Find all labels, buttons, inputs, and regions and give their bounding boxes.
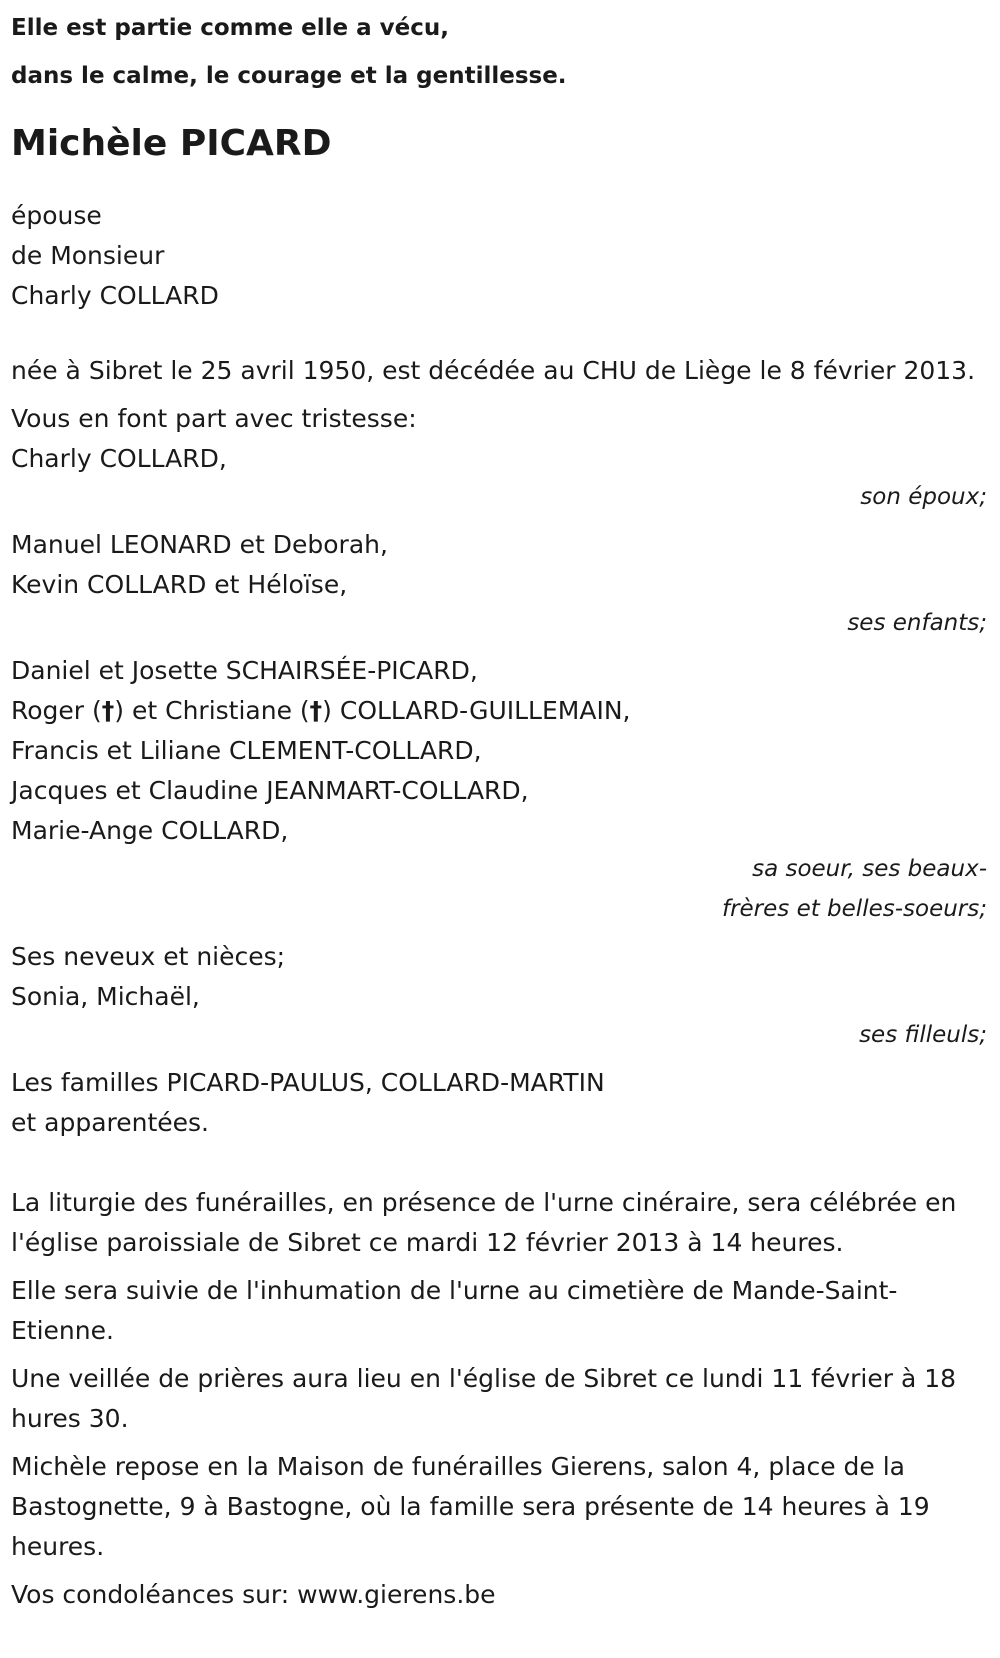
family-nephews: Ses neveux et nièces;: [11, 942, 286, 971]
ceremony-rest: Michèle repose en la Maison de funérailles Gierens, salon 4, place de la Bastognette, 9 à Bastogne, où la famille sera présente de 14 heures à 19 heures.: [11, 1452, 930, 1561]
family-spouse-relation: son époux;: [860, 484, 987, 510]
family-sibling-1: Daniel et Josette SCHAIRSÉE-PICARD,: [11, 656, 478, 685]
sibling-2-part-2: ) et Christiane (: [114, 696, 310, 725]
family-families-group: [11, 1063, 989, 1143]
family-children-relation: ses enfants;: [847, 610, 987, 636]
family-child-2: Kevin COLLARD et Héloïse,: [11, 570, 348, 599]
family-siblings-group: [11, 651, 989, 929]
spouse-block: [11, 196, 989, 316]
family-sibling-2: [11, 691, 989, 731]
ceremony-condolences: Vos condoléances sur: www.gierens.be: [11, 1580, 496, 1609]
family-godchildren: Sonia, Michaël,: [11, 982, 200, 1011]
cross-icon: †: [101, 696, 115, 725]
family-nephews-group: [11, 937, 989, 1055]
spouse-line-2: de Monsieur: [11, 241, 165, 270]
family-children-group: [11, 525, 989, 643]
ceremony-liturgy: La liturgie des funérailles, en présence de l'urne cinéraire, sera célébrée en l'église paroissiale de Sibret ce mardi 12 février 2013 à 14 heures.: [11, 1188, 957, 1257]
birth-death-text: née à Sibret le 25 avril 1950, est décédée au CHU de Liège le 8 février 2013.: [11, 356, 976, 385]
epigraph-line-1: Elle est partie comme elle a vécu,: [11, 15, 449, 41]
spouse-line-1: épouse: [11, 201, 102, 230]
epigraph-line-2: dans le calme, le courage et la gentillesse.: [11, 63, 567, 89]
family-godchildren-relation: ses filleuls;: [859, 1022, 987, 1048]
deceased-name: Michèle PICARD: [11, 123, 332, 164]
family-siblings-relation: sa soeur, ses beaux-frères et belles-soeurs;: [721, 856, 987, 922]
family-sibling-3: Francis et Liliane CLEMENT-COLLARD,: [11, 736, 482, 765]
family-child-1: Manuel LEONARD et Deborah,: [11, 530, 388, 559]
ceremony-burial: Elle sera suivie de l'inhumation de l'urne au cimetière de Mande-Saint-Etienne.: [11, 1276, 898, 1345]
announce-intro: Vous en font part avec tristesse:: [11, 404, 417, 433]
sibling-2-part-1: Roger (: [11, 696, 102, 725]
ceremony-vigil: Une veillée de prières aura lieu en l'église de Sibret ce lundi 11 février à 18 hures 30.: [11, 1364, 957, 1433]
family-spouse-name: Charly COLLARD,: [11, 444, 227, 473]
family-spouse-group: [11, 439, 989, 517]
spouse-line-3: Charly COLLARD: [11, 281, 219, 310]
family-sibling-4: Jacques et Claudine JEANMART-COLLARD,: [11, 776, 529, 805]
family-families-line-2: et apparentées.: [11, 1108, 209, 1137]
cross-icon: †: [309, 696, 323, 725]
epigraph: [11, 4, 989, 100]
family-families-line-1: Les familles PICARD-PAULUS, COLLARD-MARTIN: [11, 1068, 605, 1097]
sibling-2-part-3: ) COLLARD-GUILLEMAIN,: [322, 696, 631, 725]
death-notice: [11, 0, 989, 1615]
family-sibling-5: Marie-Ange COLLARD,: [11, 816, 289, 845]
